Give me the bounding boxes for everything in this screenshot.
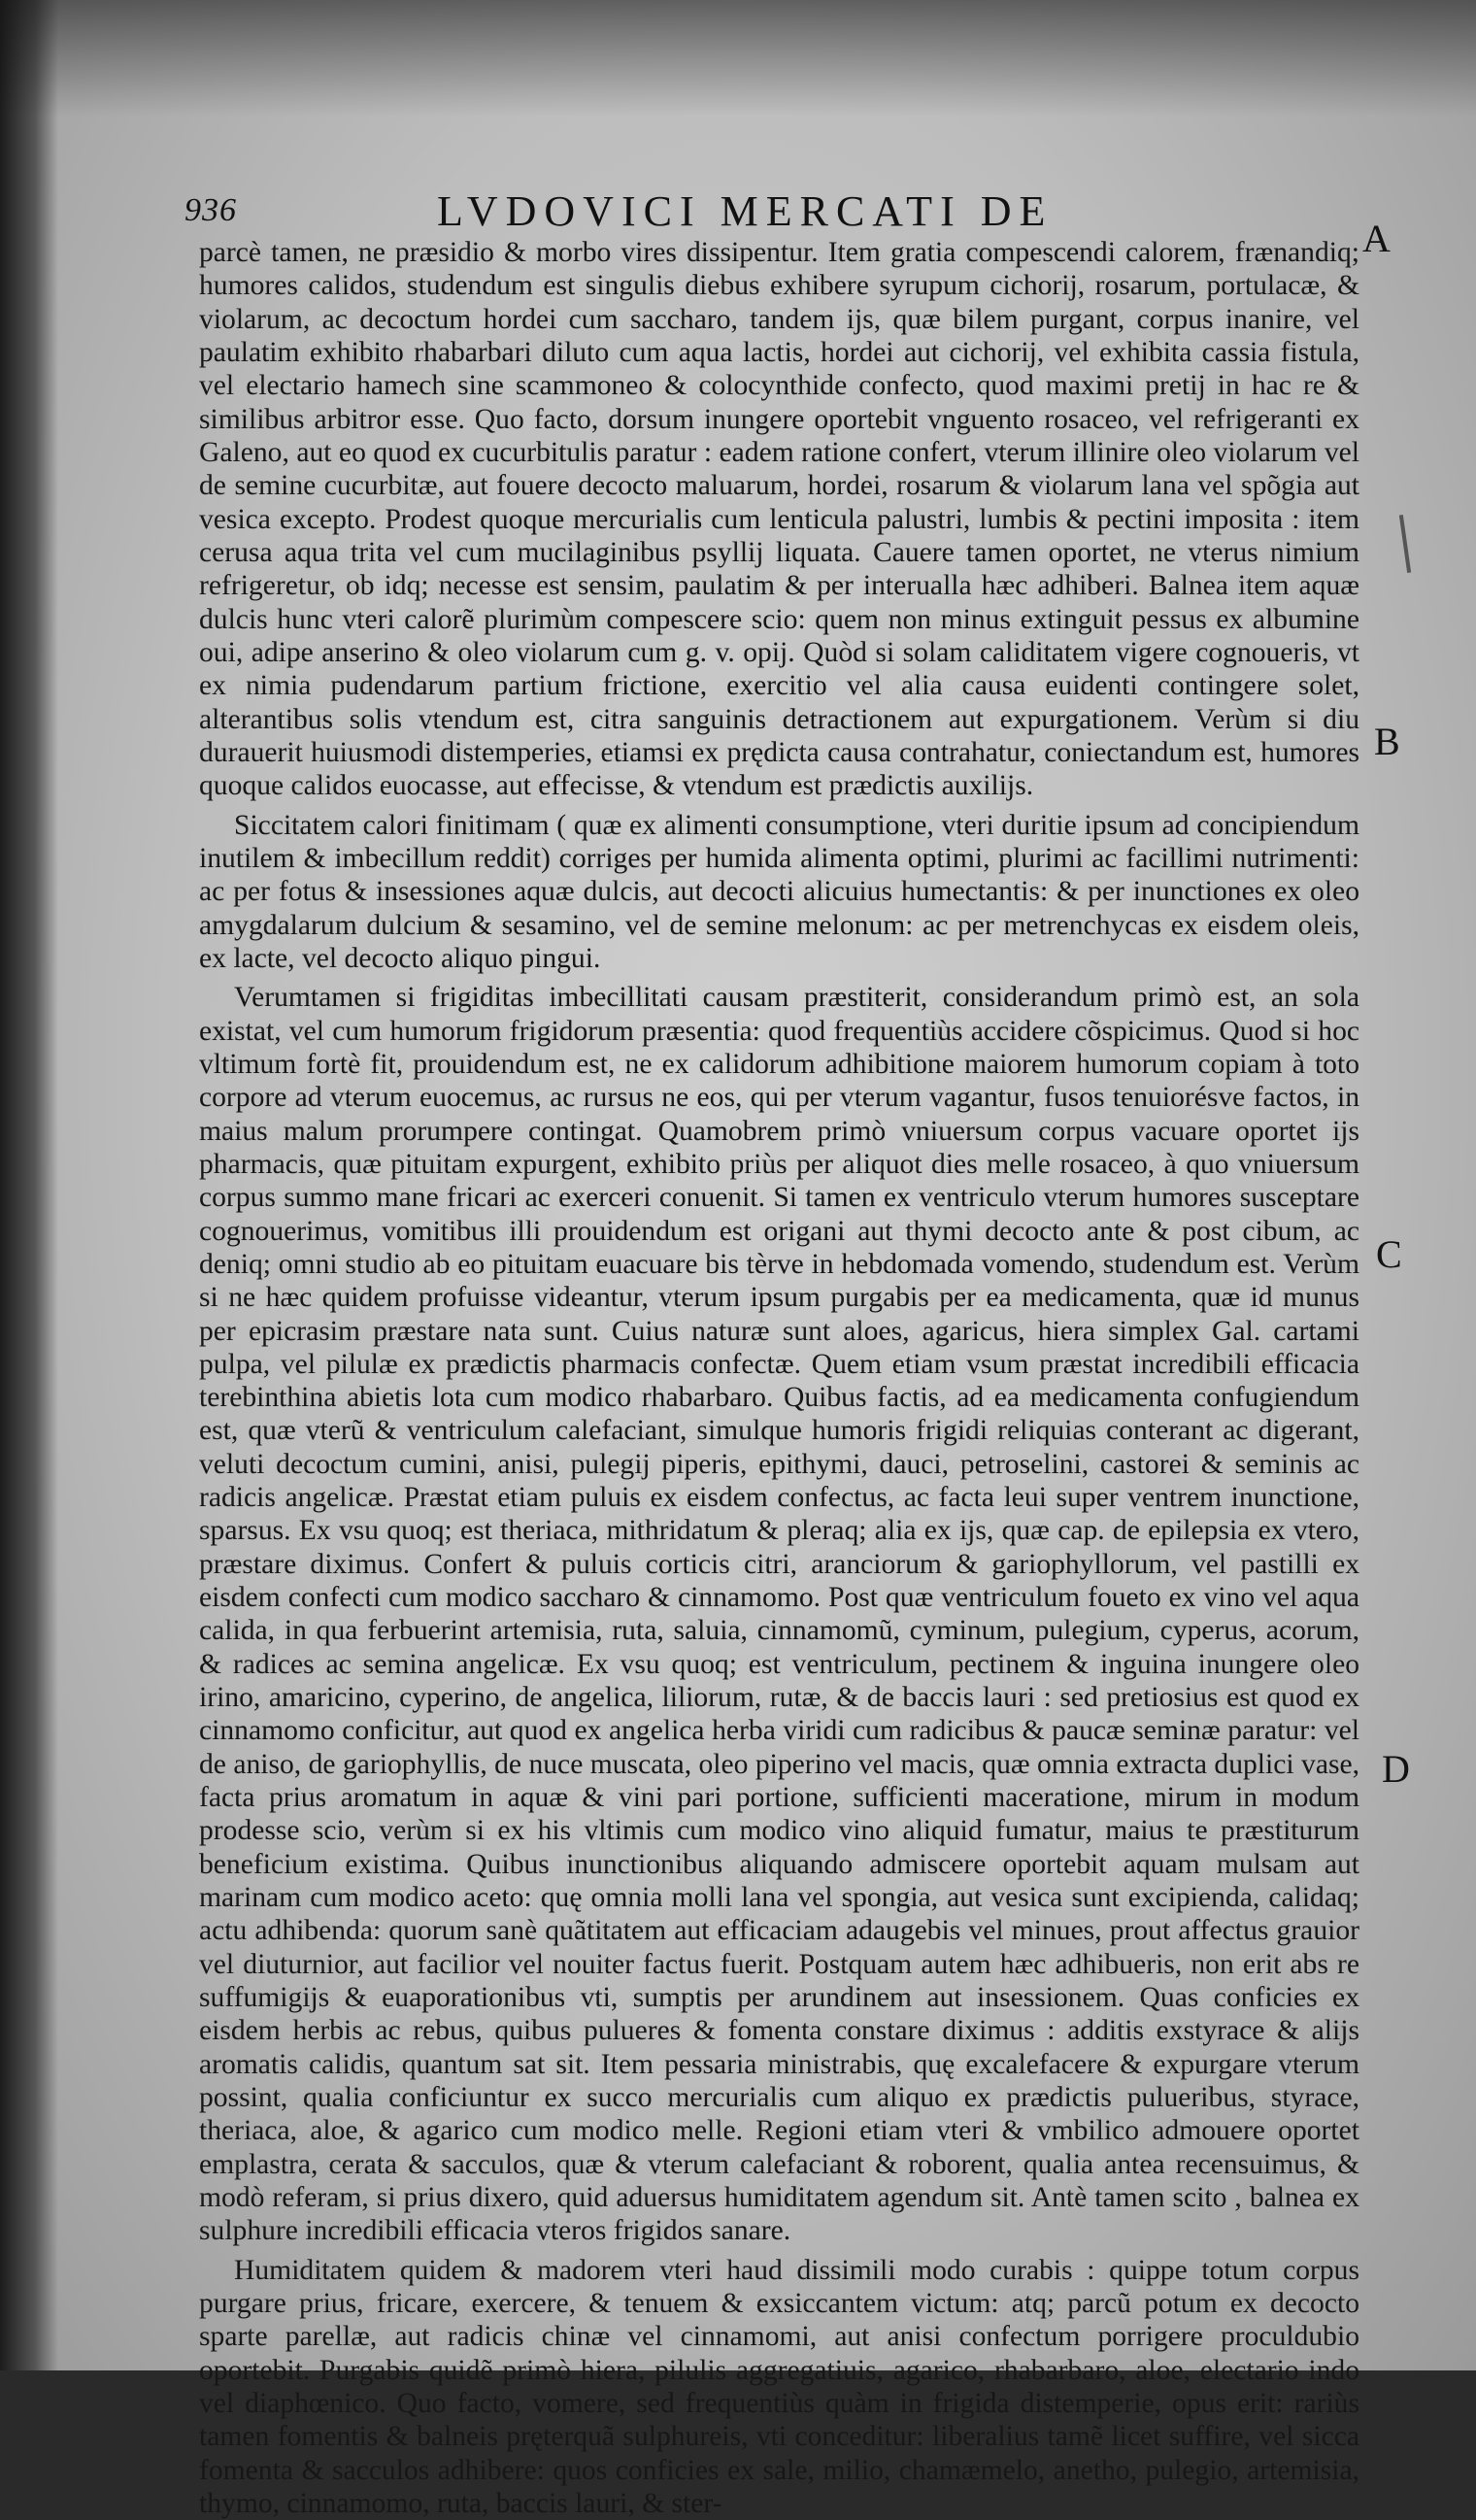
margin-letter-c: C [1376,1232,1402,1276]
body-text [199,236,1359,2520]
book-spine-shadow [0,0,58,2370]
page-header [0,187,1476,241]
paragraph-1: parcè tamen, ne præsidio & morbo vires dissipentur. Item gratia compescendi calorem, frænandiq; humores calidos, studendum est singulis diebus exhibere syrupum cichorij, rosarum, portulacæ, & violarum, ac decoctum hordei cum saccharo, tandem ijs, quæ bilem purgant, corpus inanire, vel paulatim exhibito rhabarbari diluto cum aqua lactis, hordei aut cichorij, vel exhibita cassia fistula, vel electario hamech sine scammoneo & colocynthide confecto, quod maximi pretij in hac re & similibus arbitror esse. Quo facto, dorsum inungere oportebit vnguento rosaceo, vel refrigeranti ex Galeno, aut eo quod ex cucurbitulis paratur : eadem ratione confert, vterum illinire oleo violarum vel de semine cucurbitæ, aut fouere decocto maluarum, hordei, rosarum & violarum lana vel spõgia aut vesica excepto. Prodest quoque mercurialis cum lenticula palustri, lumbis & pectini imposita : item cerusa aqua trita vel cum mucilaginibus psyllij liquata. Cauere tamen oportet, ne vterus nimium refrigeretur, ob idq; necesse est sensim, paulatim & per interualla hæc adhiberi. Balnea item aquæ dulcis hunc vteri calorẽ plurimùm compescere scio: quem non minus extinguit pessus ex albumine oui, adipe anserino & oleo violarum cum g. v. opij. Quòd si solam caliditatem vigere cognoueris, vt ex nimia pudendarum partium frictione, exercitio vel alia causa euidenti contingere solet, alterantibus solis vtendum est, citra sanguinis detractionem aut expurgationem. Verùm si diu durauerit huiusmodi distemperies, etiamsi ex prędicta causa contrahatur, coniectandum est, humores quoque calidos euocasse, aut effecisse, & vtendum est prædictis auxilijs. [199,237,1359,802]
paragraph-4: Humiditatem quidem & madorem vteri haud dissimili modo curabis : quippe totum corpus purgare prius, fricare, exercere, & tenuem & exsiccantem victum: atq; parcũ potum ex decocto sparte parellæ, aut radicis chinæ vel cinnamomi, aut anisi confectum porrigere proculdubio oportebit. Purgabis quidẽ primò hiera, pilulis aggregatiuis, agarico, rhabarbaro, aloe, electario indo vel diaphœnico. Quo facto, vomere, sed frequentiùs quàm in frigida distemperie, opus erit: rariùs tamen fomentis & balneis pręterquã sulphureis, vti conceditur: liberalius tamẽ licet suffire, vel sicca fomenta & sacculos adhibere: quos conficies ex sale, milio, chamæmelo, anetho, pulegio, artemisia, thymo, cinnamomo, ruta, baccis lauri, & ster- [199,2254,1359,2519]
margin-letter-b: B [1374,720,1400,763]
margin-letter-a: A [1362,217,1391,260]
paragraph-3: Verumtamen si frigiditas imbecillitati causam præstiterit, considerandum primò est, an sola existat, vel cum humorum frigidorum præsentia: quod frequentiùs accidere cõspicimus. Quod si hoc vltimum fortè fit, prouidendum est, ne ex calidorum adhibitione maiorem humorum copiam à toto corpore ad vterum euocemus, ac rursus ne eos, qui per vterum vagantur, fusos tenuiorésve factos, in maius malum prorumpere contingat. Quamobrem primò vniuersum corpus vacuare oportet ijs pharmacis, quæ pituitam expurgent, exhibito priùs per aliquot dies melle rosaceo, à quo vniuersum corpus summo mane fricari ac exerceri conuenit. Si tamen ex ventriculo vterum humores susceptare cognouerimus, vomitibus illi prouidendum est origani aut thymi decocto ante & post cibum, ac deniq; omni studio ab eo pituitam euacuare bis tèrve in hebdomada vomendo, studendum est. Verùm si ne hæc quidem profuisse videantur, vterum ipsum purgabis per ea medicamenta, quæ id munus per epicrasim præstare nata sunt. Cuius naturæ sunt aloes, agaricus, hiera simplex Gal. cartami pulpa, vel pilulæ ex prædictis pharmacis confectæ. Quem etiam vsum præstat incredibili efficacia terebinthina abietis lota cum modico rhabarbaro. Quibus factis, ad ea medicamenta confugiendum est, quæ vterũ & ventriculum calefaciant, simulque humoris frigidi reliquias conterant ac digerant, veluti decoctum cumini, anisi, pulegij piperis, epithymi, dauci, petroselini, castorei & seminis ac radicis angelicæ. Præstat etiam puluis ex eisdem confectus, ac facta leui super ventrem inunctione, sparsus. Ex vsu quoq; est theriaca, mithridatum & pleraq; alia ex ijs, quæ cap. de epilepsia ex vtero, præstare diximus. Confert & puluis corticis citri, aranciorum & gariophyllorum, vel pastilli ex eisdem confecti cum modico saccharo & cinnamomo. Post quæ ventriculum foueto ex vino vel aqua calida, in qua ferbuerint artemisia, ruta, saluia, cinnamomũ, cyminum, pulegium, cyperus, acorum, & radices ac semina angelicæ. Ex vsu quoq; est ventriculum, pectinem & inguina inungere oleo irino, amaricino, cyperino, de angelica, liliorum, rutæ, & de baccis lauri : sed pretiosius est quod ex cinnamomo conficitur, aut quod ex angelica herba viridi cum radicibus & paucæ seminæ paratur: vel de aniso, de gariophyllis, de nuce muscata, oleo piperino vel macis, quæ omnia extracta duplici vase, facta prius aromatum in aquæ & vini pari portione, sufficienti maceratione, mirum in modum prodesse scio, verùm si ex his vltimis cum modico vino aliquid fumatur, maius te præstiturum beneficium existima. Quibus inunctionibus aliquando admiscere oportebit aquam mulsam aut marinam cum modico aceto: quę omnia molli lana vel spongia, aut vesica sunt excipienda, calidaq; actu adhibenda: quorum sanè quãtitatem aut efficaciam adaugebis vel minues, prout affectus grauior vel diuturnior, aut facilior vel nouiter factus fuerit. Postquam autem hæc adhibueris, non erit abs re suffumigijs & euaporationibus vti, sumptis per arundinem aut insessionem. Quas conficies ex eisdem herbis ac rebus, quibus pulueres & fomenta constare diximus : additis exstyrace & alijs aromatis calidis, quantum sat sit. Item pessaria ministrabis, quę excalefacere & expurgare vterum possint, qualia conficiuntur ex succo mercurialis cum aliquo ex prædictis pulueribus, styrace, theriaca, aloe, & agarico cum modico melle. Regioni etiam vteri & vmbilico admouere oportet emplastra, cerata & sacculos, quæ & vterum calefaciant & roborent, qualia antea recensuimus, & modò referam, si prius dixero, quid aduersus humiditatem agendum sit. Antè tamen scito , balnea ex sulphure incredibili efficacia vteros frigidos sanare. [199,982,1359,2247]
top-edge-shadow [0,0,1476,117]
margin-mark [1399,515,1411,573]
paragraph-2: Siccitatem calori finitimam ( quæ ex alimenti consumptione, vteri duritie ipsum ad concipiendum inutilem & imbecillum reddit) corriges per humida alimenta optimi, plurimi ac facillimi nutrimenti: ac per fotus & insessiones aquæ dulcis, aut decocti alicuius humectantis: & per inunctiones ex oleo amygdalarum dulcium & sesamino, vel de semine melonum: ac per metrenchycas ex eisdem oleis, ex lacte, vel decocto aliquo pingui. [199,809,1359,974]
running-head: LVDOVICI MERCATI DE [437,187,1054,235]
margin-letter-d: D [1382,1747,1410,1791]
page-number: 936 [184,192,237,228]
